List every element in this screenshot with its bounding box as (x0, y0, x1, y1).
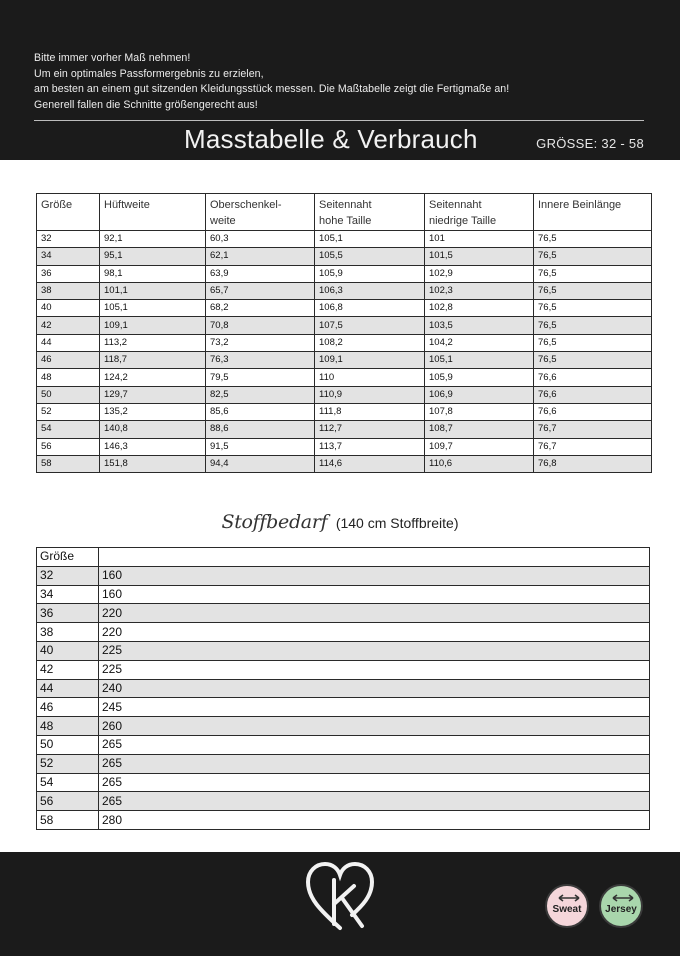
cell-side-seam-high: 114,6 (315, 455, 425, 472)
fabric-row (37, 660, 650, 679)
stretch-arrow-icon (558, 893, 580, 903)
cell-size: 54 (37, 421, 100, 438)
cell-side-seam-low: 109,7 (425, 438, 534, 455)
cell-size: 42 (37, 317, 100, 334)
intro-text (34, 51, 654, 113)
fabric-cell-amount: 160 (99, 566, 650, 585)
cell-hip: 118,7 (100, 352, 206, 369)
cell-thigh: 62,1 (206, 248, 315, 265)
fabric-row (37, 811, 650, 830)
fabric-row (37, 623, 650, 642)
cell-thigh: 60,3 (206, 231, 315, 248)
fabric-cell-size: 54 (37, 773, 99, 792)
fabric-row (37, 773, 650, 792)
cell-hip: 92,1 (100, 231, 206, 248)
fabric-cell-size: 58 (37, 811, 99, 830)
fabric-cell-amount: 280 (99, 811, 650, 830)
cell-side-seam-high: 110 (315, 369, 425, 386)
measurement-row (37, 386, 652, 403)
fabric-row (37, 735, 650, 754)
cell-hip: 124,2 (100, 369, 206, 386)
cell-size: 52 (37, 403, 100, 420)
measurement-table (36, 193, 652, 473)
fabric-cell-size: 38 (37, 623, 99, 642)
cell-side-seam-low: 103,5 (425, 317, 534, 334)
cell-inseam: 76,6 (534, 369, 652, 386)
fabric-cell-size: 48 (37, 717, 99, 736)
cell-side-seam-low: 102,9 (425, 265, 534, 282)
cell-hip: 95,1 (100, 248, 206, 265)
stretch-arrow-icon (612, 893, 634, 903)
cell-inseam: 76,6 (534, 386, 652, 403)
fabric-cell-amount: 160 (99, 585, 650, 604)
cell-hip: 113,2 (100, 334, 206, 351)
fabric-cell-size: 50 (37, 735, 99, 754)
fabric-row (37, 566, 650, 585)
cell-side-seam-low: 105,1 (425, 352, 534, 369)
col-header-inseam: Innere Beinlänge (534, 194, 652, 231)
fabric-cell-size: 44 (37, 679, 99, 698)
cell-thigh: 91,5 (206, 438, 315, 455)
fabric-row (37, 585, 650, 604)
cell-thigh: 82,5 (206, 386, 315, 403)
measurement-row (37, 248, 652, 265)
cell-size: 40 (37, 300, 100, 317)
fabric-table (36, 547, 650, 830)
cell-hip: 140,8 (100, 421, 206, 438)
measurement-row (37, 282, 652, 299)
measurement-row (37, 300, 652, 317)
cell-hip: 98,1 (100, 265, 206, 282)
measurement-row (37, 334, 652, 351)
page-title: Masstabelle & Verbrauch (184, 124, 478, 154)
cell-side-seam-high: 105,9 (315, 265, 425, 282)
cell-size: 46 (37, 352, 100, 369)
jersey-label: Jersey (605, 904, 637, 915)
fabric-row (37, 604, 650, 623)
measurement-row (37, 231, 652, 248)
fabric-cell-size: 36 (37, 604, 99, 623)
cell-inseam: 76,8 (534, 455, 652, 472)
cell-hip: 101,1 (100, 282, 206, 299)
cell-hip: 135,2 (100, 403, 206, 420)
fabric-cell-amount: 265 (99, 773, 650, 792)
cell-side-seam-low: 106,9 (425, 386, 534, 403)
cell-size: 36 (37, 265, 100, 282)
col-header-side-seam-low: Seitennaht niedrige Taille (425, 194, 534, 231)
cell-size: 38 (37, 282, 100, 299)
fabric-cell-amount: 265 (99, 792, 650, 811)
cell-side-seam-high: 112,7 (315, 421, 425, 438)
header-band (0, 0, 680, 160)
cell-hip: 109,1 (100, 317, 206, 334)
cell-hip: 105,1 (100, 300, 206, 317)
cell-side-seam-low: 104,2 (425, 334, 534, 351)
fabric-cell-size: 46 (37, 698, 99, 717)
fabric-heading-script: Stoffbedarf (221, 511, 328, 533)
fabric-cell-amount: 220 (99, 623, 650, 642)
jersey-badge (599, 884, 643, 928)
cell-inseam: 76,5 (534, 248, 652, 265)
measurement-header-row (37, 194, 652, 231)
cell-side-seam-high: 108,2 (315, 334, 425, 351)
fabric-cell-size: 52 (37, 754, 99, 773)
cell-side-seam-high: 109,1 (315, 352, 425, 369)
cell-thigh: 94,4 (206, 455, 315, 472)
cell-hip: 151,8 (100, 455, 206, 472)
cell-inseam: 76,6 (534, 403, 652, 420)
fabric-row (37, 717, 650, 736)
fabric-row (37, 792, 650, 811)
fabric-header-row (37, 548, 650, 567)
cell-inseam: 76,5 (534, 282, 652, 299)
sweat-label: Sweat (552, 904, 582, 915)
cell-thigh: 65,7 (206, 282, 315, 299)
cell-side-seam-high: 106,8 (315, 300, 425, 317)
fabric-cell-size: 56 (37, 792, 99, 811)
col-header-thigh: Oberschenkel- weite (206, 194, 315, 231)
cell-inseam: 76,5 (534, 317, 652, 334)
col-header-hip: Hüftweite (100, 194, 206, 231)
intro-line: am besten an einem gut sitzenden Kleidungsstück messen. Die Maßtabelle zeigt die Fertigmaße an! (34, 83, 510, 95)
measurement-row (37, 265, 652, 282)
cell-thigh: 76,3 (206, 352, 315, 369)
measurement-row (37, 352, 652, 369)
cell-side-seam-low: 110,6 (425, 455, 534, 472)
fabric-cell-size: 40 (37, 641, 99, 660)
heart-k-logo-icon (302, 858, 378, 934)
measurement-row (37, 369, 652, 386)
fabric-cell-amount: 225 (99, 660, 650, 679)
fabric-cell-size: 42 (37, 660, 99, 679)
cell-hip: 146,3 (100, 438, 206, 455)
cell-thigh: 63,9 (206, 265, 315, 282)
cell-inseam: 76,5 (534, 352, 652, 369)
fabric-width-note: (140 cm Stoffbreite) (335, 515, 459, 531)
cell-side-seam-low: 101,5 (425, 248, 534, 265)
measurement-row (37, 455, 652, 472)
cell-side-seam-high: 110,9 (315, 386, 425, 403)
intro-line: Um ein optimales Passformergebnis zu erzielen, (34, 67, 264, 80)
cell-inseam: 76,7 (534, 438, 652, 455)
cell-size: 58 (37, 455, 100, 472)
cell-thigh: 73,2 (206, 334, 315, 351)
fabric-col-header-amount (99, 548, 650, 567)
cell-inseam: 76,5 (534, 265, 652, 282)
fabric-cell-amount: 220 (99, 604, 650, 623)
cell-thigh: 70,8 (206, 317, 315, 334)
cell-inseam: 76,5 (534, 334, 652, 351)
fabric-cell-amount: 265 (99, 754, 650, 773)
cell-side-seam-high: 107,5 (315, 317, 425, 334)
cell-side-seam-high: 111,8 (315, 403, 425, 420)
fabric-row (37, 754, 650, 773)
cell-thigh: 85,6 (206, 403, 315, 420)
cell-size: 32 (37, 231, 100, 248)
measurement-row (37, 403, 652, 420)
cell-size: 50 (37, 386, 100, 403)
cell-size: 34 (37, 248, 100, 265)
measurement-row (37, 421, 652, 438)
cell-inseam: 76,7 (534, 421, 652, 438)
cell-inseam: 76,5 (534, 300, 652, 317)
cell-inseam: 76,5 (534, 231, 652, 248)
intro-line: Bitte immer vorher Maß nehmen! (34, 52, 191, 64)
fabric-heading (0, 511, 680, 533)
measurement-row (37, 317, 652, 334)
col-header-side-seam-high: Seitennaht hohe Taille (315, 194, 425, 231)
fabric-cell-size: 32 (37, 566, 99, 585)
cell-side-seam-low: 107,8 (425, 403, 534, 420)
sweat-badge (545, 884, 589, 928)
cell-thigh: 88,6 (206, 421, 315, 438)
cell-thigh: 68,2 (206, 300, 315, 317)
fabric-row (37, 698, 650, 717)
fabric-col-header-size: Größe (37, 548, 99, 567)
cell-side-seam-low: 108,7 (425, 421, 534, 438)
col-header-size: Größe (37, 194, 100, 231)
cell-size: 56 (37, 438, 100, 455)
size-range-label: GRÖSSE: 32 - 58 (536, 136, 644, 151)
header-divider (34, 120, 644, 121)
cell-side-seam-low: 105,9 (425, 369, 534, 386)
cell-side-seam-low: 102,8 (425, 300, 534, 317)
cell-thigh: 79,5 (206, 369, 315, 386)
cell-side-seam-high: 113,7 (315, 438, 425, 455)
fabric-cell-size: 34 (37, 585, 99, 604)
fabric-row (37, 641, 650, 660)
fabric-row (37, 679, 650, 698)
fabric-cell-amount: 225 (99, 641, 650, 660)
cell-size: 48 (37, 369, 100, 386)
fabric-cell-amount: 260 (99, 717, 650, 736)
fabric-cell-amount: 265 (99, 735, 650, 754)
fabric-cell-amount: 240 (99, 679, 650, 698)
intro-line: Generell fallen die Schnitte größengerecht aus! (34, 98, 258, 111)
cell-side-seam-high: 106,3 (315, 282, 425, 299)
cell-side-seam-high: 105,5 (315, 248, 425, 265)
fabric-cell-amount: 245 (99, 698, 650, 717)
cell-size: 44 (37, 334, 100, 351)
cell-side-seam-low: 102,3 (425, 282, 534, 299)
measurement-row (37, 438, 652, 455)
cell-side-seam-low: 101 (425, 231, 534, 248)
cell-hip: 129,7 (100, 386, 206, 403)
cell-side-seam-high: 105,1 (315, 231, 425, 248)
